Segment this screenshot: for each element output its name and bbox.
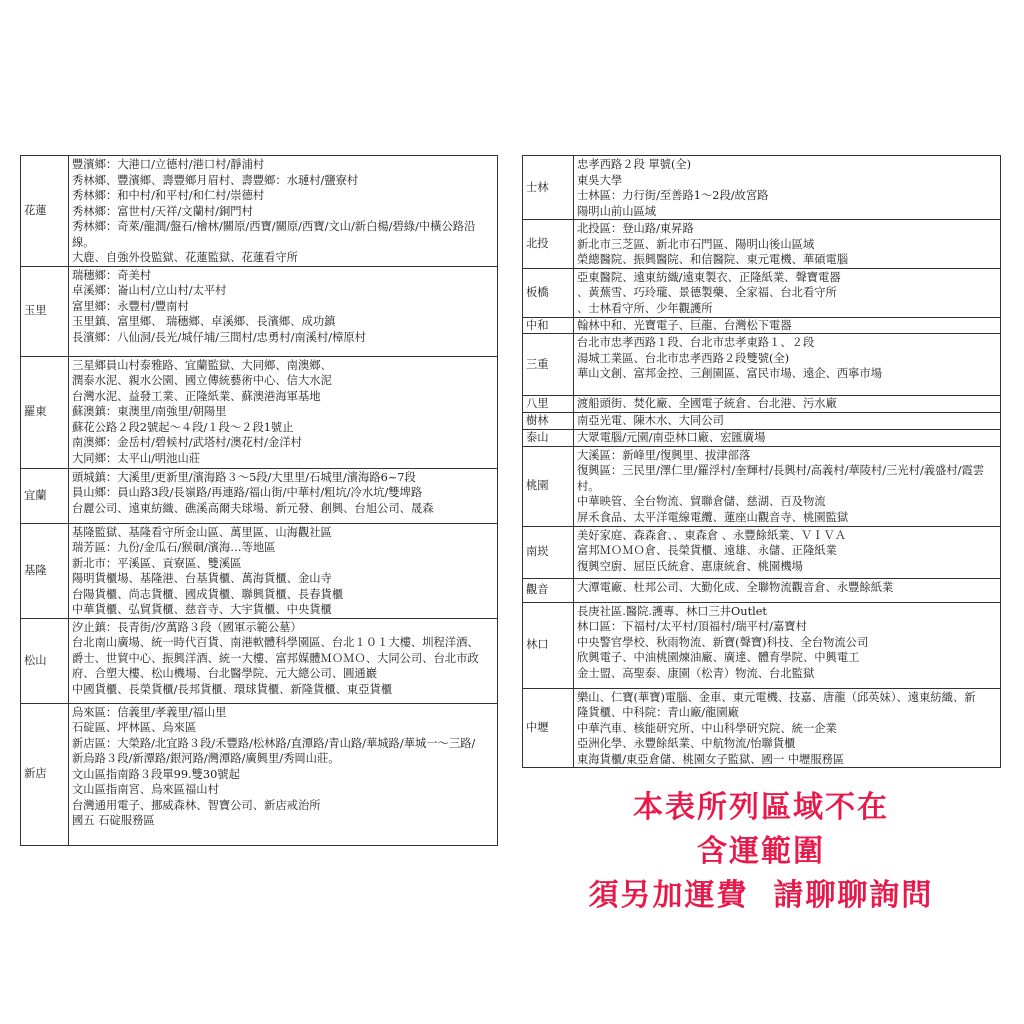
left-region-table xyxy=(20,155,498,846)
table-row xyxy=(523,156,1001,220)
area-line: 翰林中和、光寶電子、巨龍、台灣松下電器 xyxy=(577,318,792,332)
area-line: 基隆監獄、基隆看守所金山區、萬里區、山海觀社區 xyxy=(72,525,332,539)
area-list xyxy=(574,317,1001,334)
region-name: 士林 xyxy=(523,156,574,220)
table-row xyxy=(523,578,1001,602)
notice-line-1: 本表所列區域不在 xyxy=(633,790,889,825)
area-line: 屏禾食品、太平洋電線電纜、蓮座山觀音寺、桃園監獄 xyxy=(577,510,849,524)
area-line: 中華汽車、核能研究所、中山科學研究院、統一企業 xyxy=(577,721,837,735)
area-line: 林口區：下福村/太平村/頂福村/瑞平村/嘉寶村 xyxy=(577,620,807,633)
area-list xyxy=(574,334,1001,396)
table-row xyxy=(21,703,498,845)
area-line: 南澳鄉：金岳村/碧候村/武塔村/澳花村/金洋村 xyxy=(72,436,302,449)
area-line: 台北市忠孝西路１段、台北市忠孝東路１、２段 xyxy=(577,336,815,349)
region-name: 泰山 xyxy=(523,430,574,447)
area-line: 華山文創、富邦金控、三創園區、富民市場、遠企、西寧市場 xyxy=(577,367,883,380)
area-line: 台麗公司、遠東紡織、礁溪高爾夫球場、新元發、創興、台旭公司、晟森 xyxy=(72,501,434,515)
area-line: 、黃蕪雪、巧玲瓏、景德製藥、全家福、台北看守所 xyxy=(577,286,837,299)
area-list xyxy=(574,220,1001,269)
area-line: 秀林鄉：和中村/和平村/和仁村/崇德村 xyxy=(72,189,265,202)
area-line: 大鹿、自強外役監獄、花蓮監獄、花蓮看守所 xyxy=(72,251,298,264)
area-list xyxy=(69,356,498,468)
area-line: 新店區：大榮路/北宜路３段/禾豐路/松林路/直潭路/青山路/華城路/華城一～三路/ xyxy=(72,736,476,750)
table-row xyxy=(523,396,1001,413)
region-name: 羅東 xyxy=(21,356,69,468)
area-line: 中華映管、全台物流、貿聯倉儲、慈湖、百及物流 xyxy=(577,495,826,508)
area-line: 三星鄉員山村泰雅路、宜蘭監獄、大同鄉、南澳鄉、 xyxy=(72,358,332,372)
area-line: 汐止鎮：長青街/汐萬路３段（國軍示範公墓） xyxy=(72,620,302,634)
table-row xyxy=(523,688,1001,768)
right-region-table xyxy=(522,155,1001,768)
area-line: 村。 xyxy=(577,479,600,493)
area-line: 金士盟、高聖泰、康園（松青）物流、台北監獄 xyxy=(577,666,815,680)
region-name: 八里 xyxy=(523,396,574,413)
extra-shipping-notice xyxy=(522,786,1000,918)
area-line: 國五 石碇服務區 xyxy=(72,814,155,827)
area-line: 瑞芳區：九份/金瓜石/猴硐/濱海…等地區 xyxy=(72,541,276,554)
area-line: 新北市：平溪區、貢寮區、雙溪區 xyxy=(72,556,242,570)
region-name: 中和 xyxy=(523,317,574,334)
area-line: 欣興電子、中油桃園煉油廠、廣達、體育學院、中興電工 xyxy=(577,651,860,664)
area-line: 復興空廚、屈臣氏統倉、惠康統倉、桃園機場 xyxy=(577,559,803,573)
table-row xyxy=(523,446,1001,526)
area-line: 富里鄉：永豐村/豐南村 xyxy=(72,299,189,313)
area-list xyxy=(574,396,1001,413)
area-line: 亞洲化學、永豐餘紙業、中航物流/怡聯貨櫃 xyxy=(577,737,796,750)
area-line: 陽明山前山區域 xyxy=(577,204,657,218)
area-list xyxy=(574,602,1001,688)
region-name: 中壢 xyxy=(523,688,574,768)
area-list xyxy=(69,523,498,618)
table-row xyxy=(21,266,498,356)
area-list xyxy=(574,688,1001,768)
area-list xyxy=(574,268,1001,317)
table-row xyxy=(523,413,1001,430)
area-line: 員山鄉：員山路3段/長嶺路/再連路/福山街/中華村/粗坑/冷水坑/雙埤路 xyxy=(72,486,423,499)
area-list xyxy=(69,618,498,703)
area-line: 台北南山廣場、統一時代百貨、南港軟體科學園區、台北１０１大樓、圳程洋酒、 xyxy=(72,636,479,649)
area-list xyxy=(574,446,1001,526)
area-line: 石碇區、坪林區、烏來區 xyxy=(72,721,197,734)
area-line: 秀林鄉：奇萊/龍澗/盤石/檜林/關原/西寶/關原/西寶/文山/新白楊/碧綠/中橫公路沿 xyxy=(72,220,476,233)
table-row xyxy=(523,220,1001,269)
area-line: 豐濱鄉：大港口/立德村/港口村/靜浦村 xyxy=(72,158,265,171)
area-line: 渡船頭街、焚化廠、全國電子統倉、台北港、污水廠 xyxy=(577,397,837,410)
area-list xyxy=(574,578,1001,602)
area-line: 美好家庭、森森倉、、東森倉 、永豐餘紙業、ＶＩＶＡ xyxy=(577,528,847,542)
area-list xyxy=(574,413,1001,430)
region-name: 北投 xyxy=(523,220,574,269)
region-name: 觀音 xyxy=(523,578,574,602)
table-row xyxy=(21,356,498,468)
area-line: 東海貨櫃/東亞倉儲、桃園女子監獄、國一 中壢服務區 xyxy=(577,752,845,766)
notice-line-2: 含運範圍 xyxy=(697,834,825,869)
table-row xyxy=(21,523,498,618)
region-name: 林口 xyxy=(523,602,574,688)
area-list xyxy=(69,703,498,845)
area-line: 東吳大學 xyxy=(577,173,623,187)
area-line: 中國貨櫃、長榮貨櫃/長邦貨櫃、環球貨櫃、新隆貨櫃、東亞貨櫃 xyxy=(72,682,393,696)
area-line: 台陽貨櫃、尚志貨櫃、國成貨櫃、聯興貨櫃、長春貨櫃 xyxy=(72,587,344,601)
area-line: 長庚社區.醫院.護專、林口三井Outlet xyxy=(577,604,767,618)
table-row xyxy=(523,602,1001,688)
area-line: 府、合塑大樓、松山機場、台北醫學院、元大總公司、圓通巖 xyxy=(72,667,378,680)
table-row xyxy=(523,334,1001,396)
area-line: 中華貨櫃、弘貿貨櫃、慈音寺、大宇貨櫃、中央貨櫃 xyxy=(72,603,332,616)
table-row xyxy=(523,430,1001,447)
area-line: 、士林看守所、少年觀護所 xyxy=(577,301,713,315)
region-name: 新店 xyxy=(21,703,69,845)
area-line: 大同鄉：太平山/明池山莊 xyxy=(72,451,201,465)
area-line: 卓溪鄉：崙山村/立山村/太平村 xyxy=(72,284,227,297)
notice-line-3: 須另加運費 請聊聊詢問 xyxy=(588,878,934,913)
area-line: 樂山、仁寶(華寶)電腦、金車、東元電機、技嘉、唐龍（邱英妹）、遠東紡織、新 xyxy=(577,690,976,704)
area-line: 瑞穗鄉：奇美村 xyxy=(72,268,152,282)
region-name: 玉里 xyxy=(21,266,69,356)
area-line: 潤泰水泥、親水公園、國立傳統藝術中心、信大水泥 xyxy=(72,374,332,387)
area-line: 湯城工業區、台北市忠孝西路２段雙號(全) xyxy=(577,351,790,365)
area-line: 台灣通用電子、挪威森林、智寶公司、新店戒治所 xyxy=(72,798,321,812)
area-line: 大潭電廠、杜邦公司、大勤化成、全聯物流觀音倉、永豐餘紙業 xyxy=(577,580,894,594)
area-line: 頭城鎮：大溪里/更新里/濱海路３～5段/大里里/石城里/濱海路6~7段 xyxy=(72,470,416,484)
region-name: 樹林 xyxy=(523,413,574,430)
area-line: 新烏路３段/新潭路/銀河路/灣潭路/廣興里/秀岡山莊。 xyxy=(72,752,340,765)
area-line: 線。 xyxy=(72,235,95,249)
region-name: 桃園 xyxy=(523,446,574,526)
area-list xyxy=(574,156,1001,220)
area-line: 爵士、世貿中心、振興洋酒、統一大樓、富邦媒體ＭＯＭＯ、大同公司、台北市政 xyxy=(72,651,479,665)
area-line: 北投區：登山路/東昇路 xyxy=(577,222,694,235)
area-line: 長濱鄉：八仙洞/長光/城仔埔/三間村/忠勇村/南溪村/樟原村 xyxy=(72,330,366,344)
region-name: 三重 xyxy=(523,334,574,396)
area-line: 蘇花公路２段2號起～４段/１段～２段1號止 xyxy=(72,420,294,434)
area-line: 秀林鄉、豐濱鄉、壽豐鄉月眉村、壽豐鄉：水璉村/鹽寮村 xyxy=(72,173,359,187)
area-list xyxy=(69,266,498,356)
area-line: 大溪區：新峰里/復興里、拔津部落 xyxy=(577,448,751,462)
area-line: 文山區指南路３段單99.雙30號起 xyxy=(72,767,240,781)
area-line: 中央警官學校、秋雨物流、新寶(聲寶)科技、全台物流公司 xyxy=(577,635,869,649)
area-line: 台灣水泥、益發工業、正隆紙業、蘇澳港海軍基地 xyxy=(72,389,321,403)
area-line: 秀林鄉：富世村/天祥/文蘭村/銅門村 xyxy=(72,204,253,218)
region-name: 花蓮 xyxy=(21,156,69,267)
table-row xyxy=(523,526,1001,578)
left-table-body xyxy=(21,156,498,846)
table-row xyxy=(21,156,498,267)
right-table-body xyxy=(523,156,1001,768)
area-list xyxy=(574,430,1001,447)
area-line: 復興區：三民里/澤仁里/羅浮村/奎輝村/長興村/高義村/華陵村/三光村/義盛村/霞雲 xyxy=(577,464,985,477)
region-name: 南崁 xyxy=(523,526,574,578)
area-line: 亞東醫院、遠東紡織/遠東製衣、正隆紙業、聲寶電器 xyxy=(577,270,841,284)
region-name: 宜蘭 xyxy=(21,468,69,523)
area-list xyxy=(574,526,1001,578)
area-list xyxy=(69,156,498,267)
area-line: 南亞光電、陳木水、大同公司 xyxy=(577,414,724,427)
area-line: 隆貨櫃、中科院：青山廠/龍園廠 xyxy=(577,706,739,719)
table-row xyxy=(21,468,498,523)
area-line: 大眾電腦/元園/南亞林口廠、宏匯廣場 xyxy=(577,431,766,444)
area-line: 烏來區：信義里/孝義里/福山里 xyxy=(72,705,227,719)
area-line: 玉里鎮、富里鄉、 瑞穗鄉、卓溪鄉、長濱鄉、成功鎮 xyxy=(72,315,336,328)
area-line: 陽明貨櫃場、基隆港、台基貨櫃、萬海貨櫃、金山寺 xyxy=(72,572,332,585)
area-line: 士林區：力行街/至善路1～2段/故宮路 xyxy=(577,189,769,202)
area-line: 榮總醫院、振興醫院、和信醫院、東元電機、華碩電腦 xyxy=(577,253,849,266)
region-name: 板橋 xyxy=(523,268,574,317)
area-list xyxy=(69,468,498,523)
table-row xyxy=(21,618,498,703)
area-line: 新北市三芝區、新北市石門區、陽明山後山區域 xyxy=(577,237,815,251)
area-line: 蘇澳鎮：東澳里/南強里/朝陽里 xyxy=(72,405,227,418)
table-row xyxy=(523,317,1001,334)
area-line: 忠孝西路２段 單號(全) xyxy=(577,158,692,171)
table-row xyxy=(523,268,1001,317)
region-name: 基隆 xyxy=(21,523,69,618)
area-line: 文山區指南宮、烏來區福山村 xyxy=(72,783,219,796)
area-line: 富邦ＭＯＭＯ倉、長榮貨櫃、遠雄、永儲、正隆紙業 xyxy=(577,544,837,557)
region-name: 松山 xyxy=(21,618,69,703)
